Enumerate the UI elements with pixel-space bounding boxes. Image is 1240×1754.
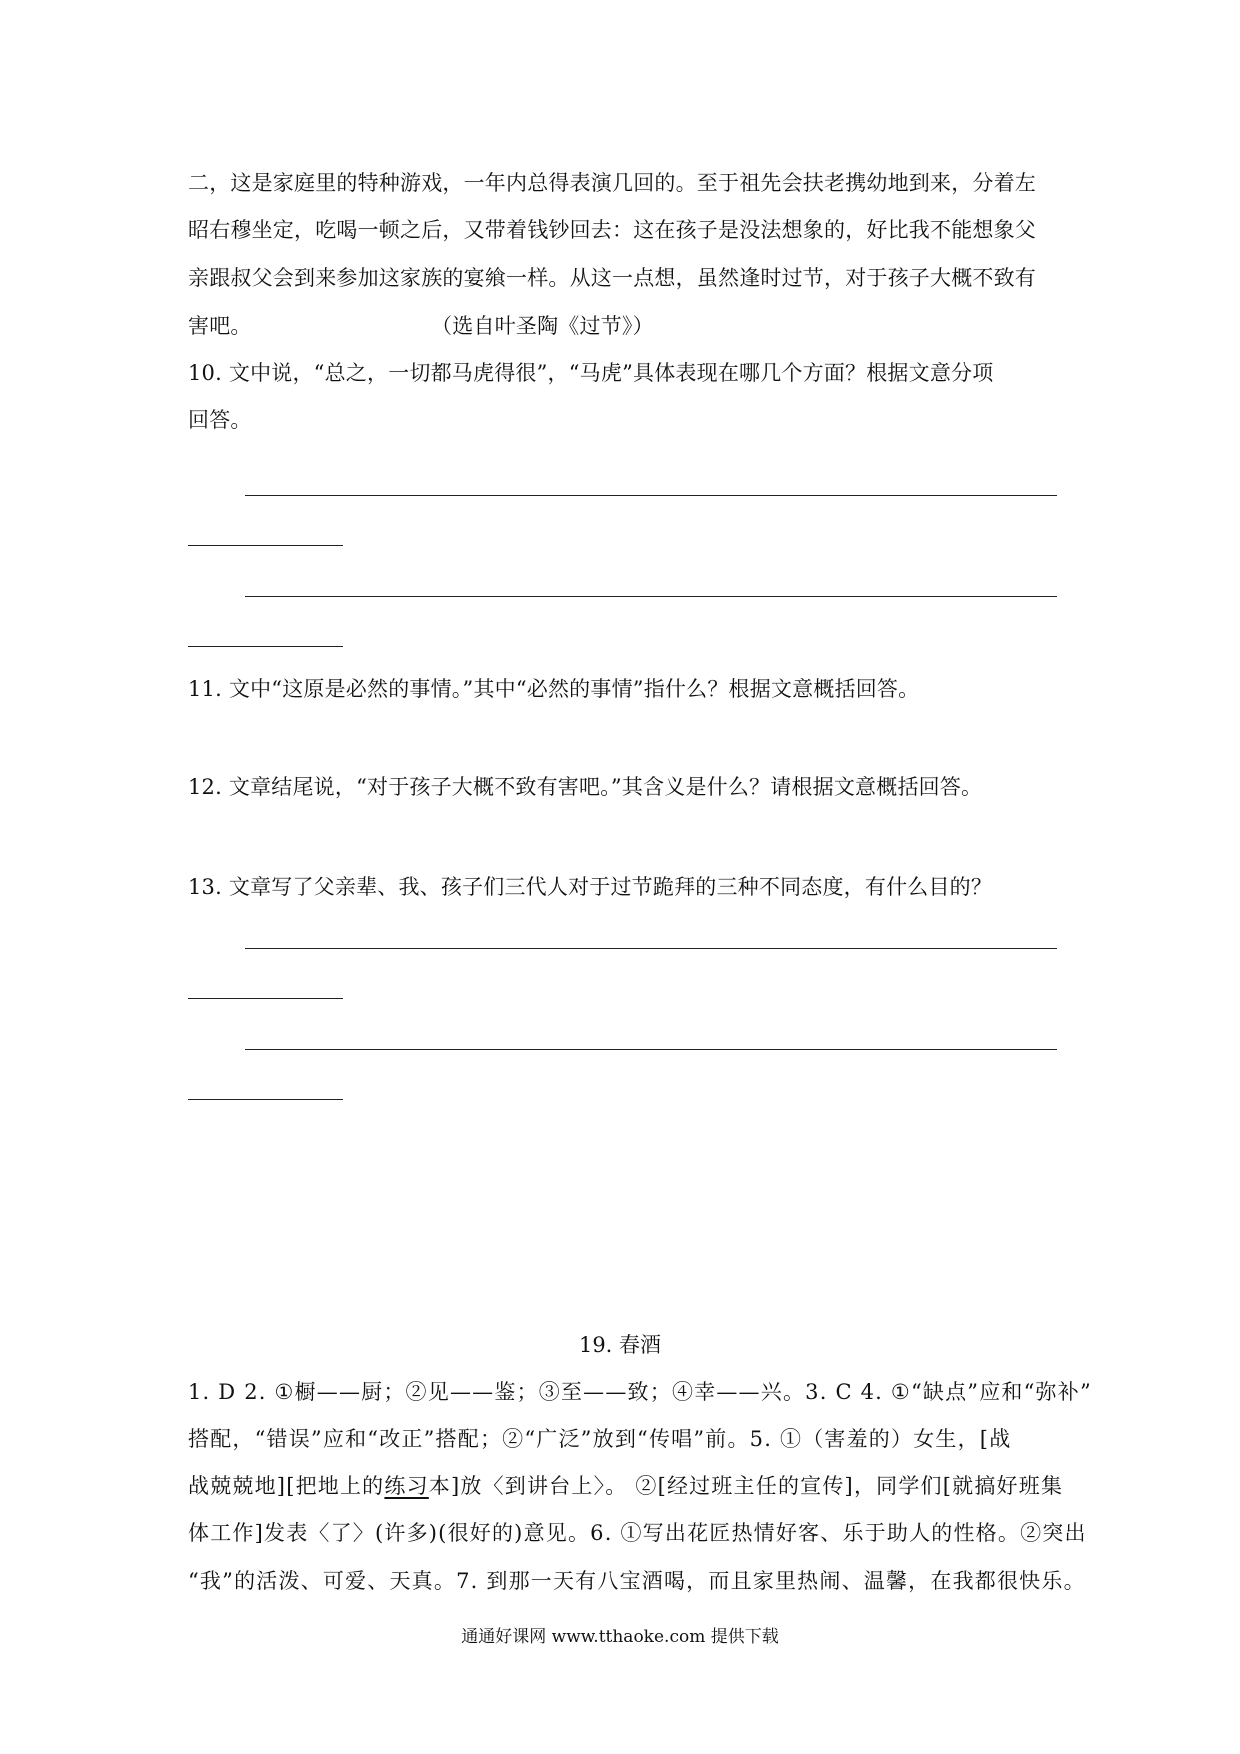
answer-text: 战兢兢地][把地上的 — [188, 1474, 385, 1498]
question-10-continued: 回答。 — [188, 408, 252, 432]
question-12: 12. 文章结尾说，“对于孩子大概不致有害吧。”其含义是什么？请根据文意概括回答。 — [188, 775, 983, 799]
passage-last-line — [188, 311, 1058, 341]
passage-line: 二，这是家庭里的特种游戏，一年内总得表演几回的。至于祖先会扶老携幼地到来，分着左 — [188, 171, 1036, 195]
answer-blank-line[interactable] — [245, 1049, 1057, 1050]
answer-line — [188, 1471, 1064, 1501]
answer-line: 搭配，“错误”应和“改正”搭配；②“广泛”放到“传唱”前。5. ①（害羞的）女生，[战 — [188, 1427, 1012, 1451]
answer-line: 1. D 2. ①橱——厨；②见——鉴；③至——致；④幸——兴。3. C 4. ①“缺点”应和“弥补” — [188, 1380, 1092, 1404]
answer-blank-line[interactable] — [245, 495, 1057, 496]
source-citation: （选自叶圣陶《过节》） — [441, 314, 654, 338]
answer-blank-line[interactable] — [188, 998, 343, 999]
question-10: 10. 文中说，“总之，一切都马虎得很”，“马虎”具体表现在哪几个方面？根据文意分项 — [188, 361, 994, 385]
passage-line: 昭右穆坐定，吃喝一顿之后，又带着钱钞回去：这在孩子是没法想象的，好比我不能想象父 — [188, 218, 1036, 242]
answer-line: 体工作]发表〈了〉(许多)(很好的)意见。6. ①写出花匠热情好客、乐于助人的性格。②突出 — [188, 1521, 1087, 1545]
answer-blank-line[interactable] — [188, 545, 343, 546]
question-11: 11. 文中“这原是必然的事情。”其中“必然的事情”指什么？根据文意概括回答。 — [188, 677, 920, 701]
answer-line: “我”的活泼、可爱、天真。7. 到那一天有八宝酒喝，而且家里热闹、温馨，在我都很快乐。 — [188, 1569, 1086, 1593]
answer-blank-line[interactable] — [245, 596, 1057, 597]
page-footer: 通通好课网 www.tthaoke.com 提供下载 — [461, 1627, 779, 1647]
answer-blank-line[interactable] — [188, 646, 343, 647]
answer-blank-line[interactable] — [188, 1099, 343, 1100]
underlined-word: 练习 — [384, 1474, 429, 1498]
answer-blank-line[interactable] — [245, 948, 1057, 949]
answer-section-title: 19. 春酒 — [578, 1333, 662, 1357]
question-13: 13. 文章写了父亲辈、我、孩子们三代人对于过节跪拜的三种不同态度，有什么目的？ — [188, 875, 993, 899]
passage-ending: 害吧。 — [188, 314, 252, 338]
passage-line: 亲跟叔父会到来参加这家族的宴飨一样。从这一点想，虽然逢时过节，对于孩子大概不致有 — [188, 266, 1036, 290]
answer-text: 本]放〈到讲台上〉。 ②[经过班主任的宣传]，同学们[就搞好班集 — [428, 1474, 1064, 1498]
